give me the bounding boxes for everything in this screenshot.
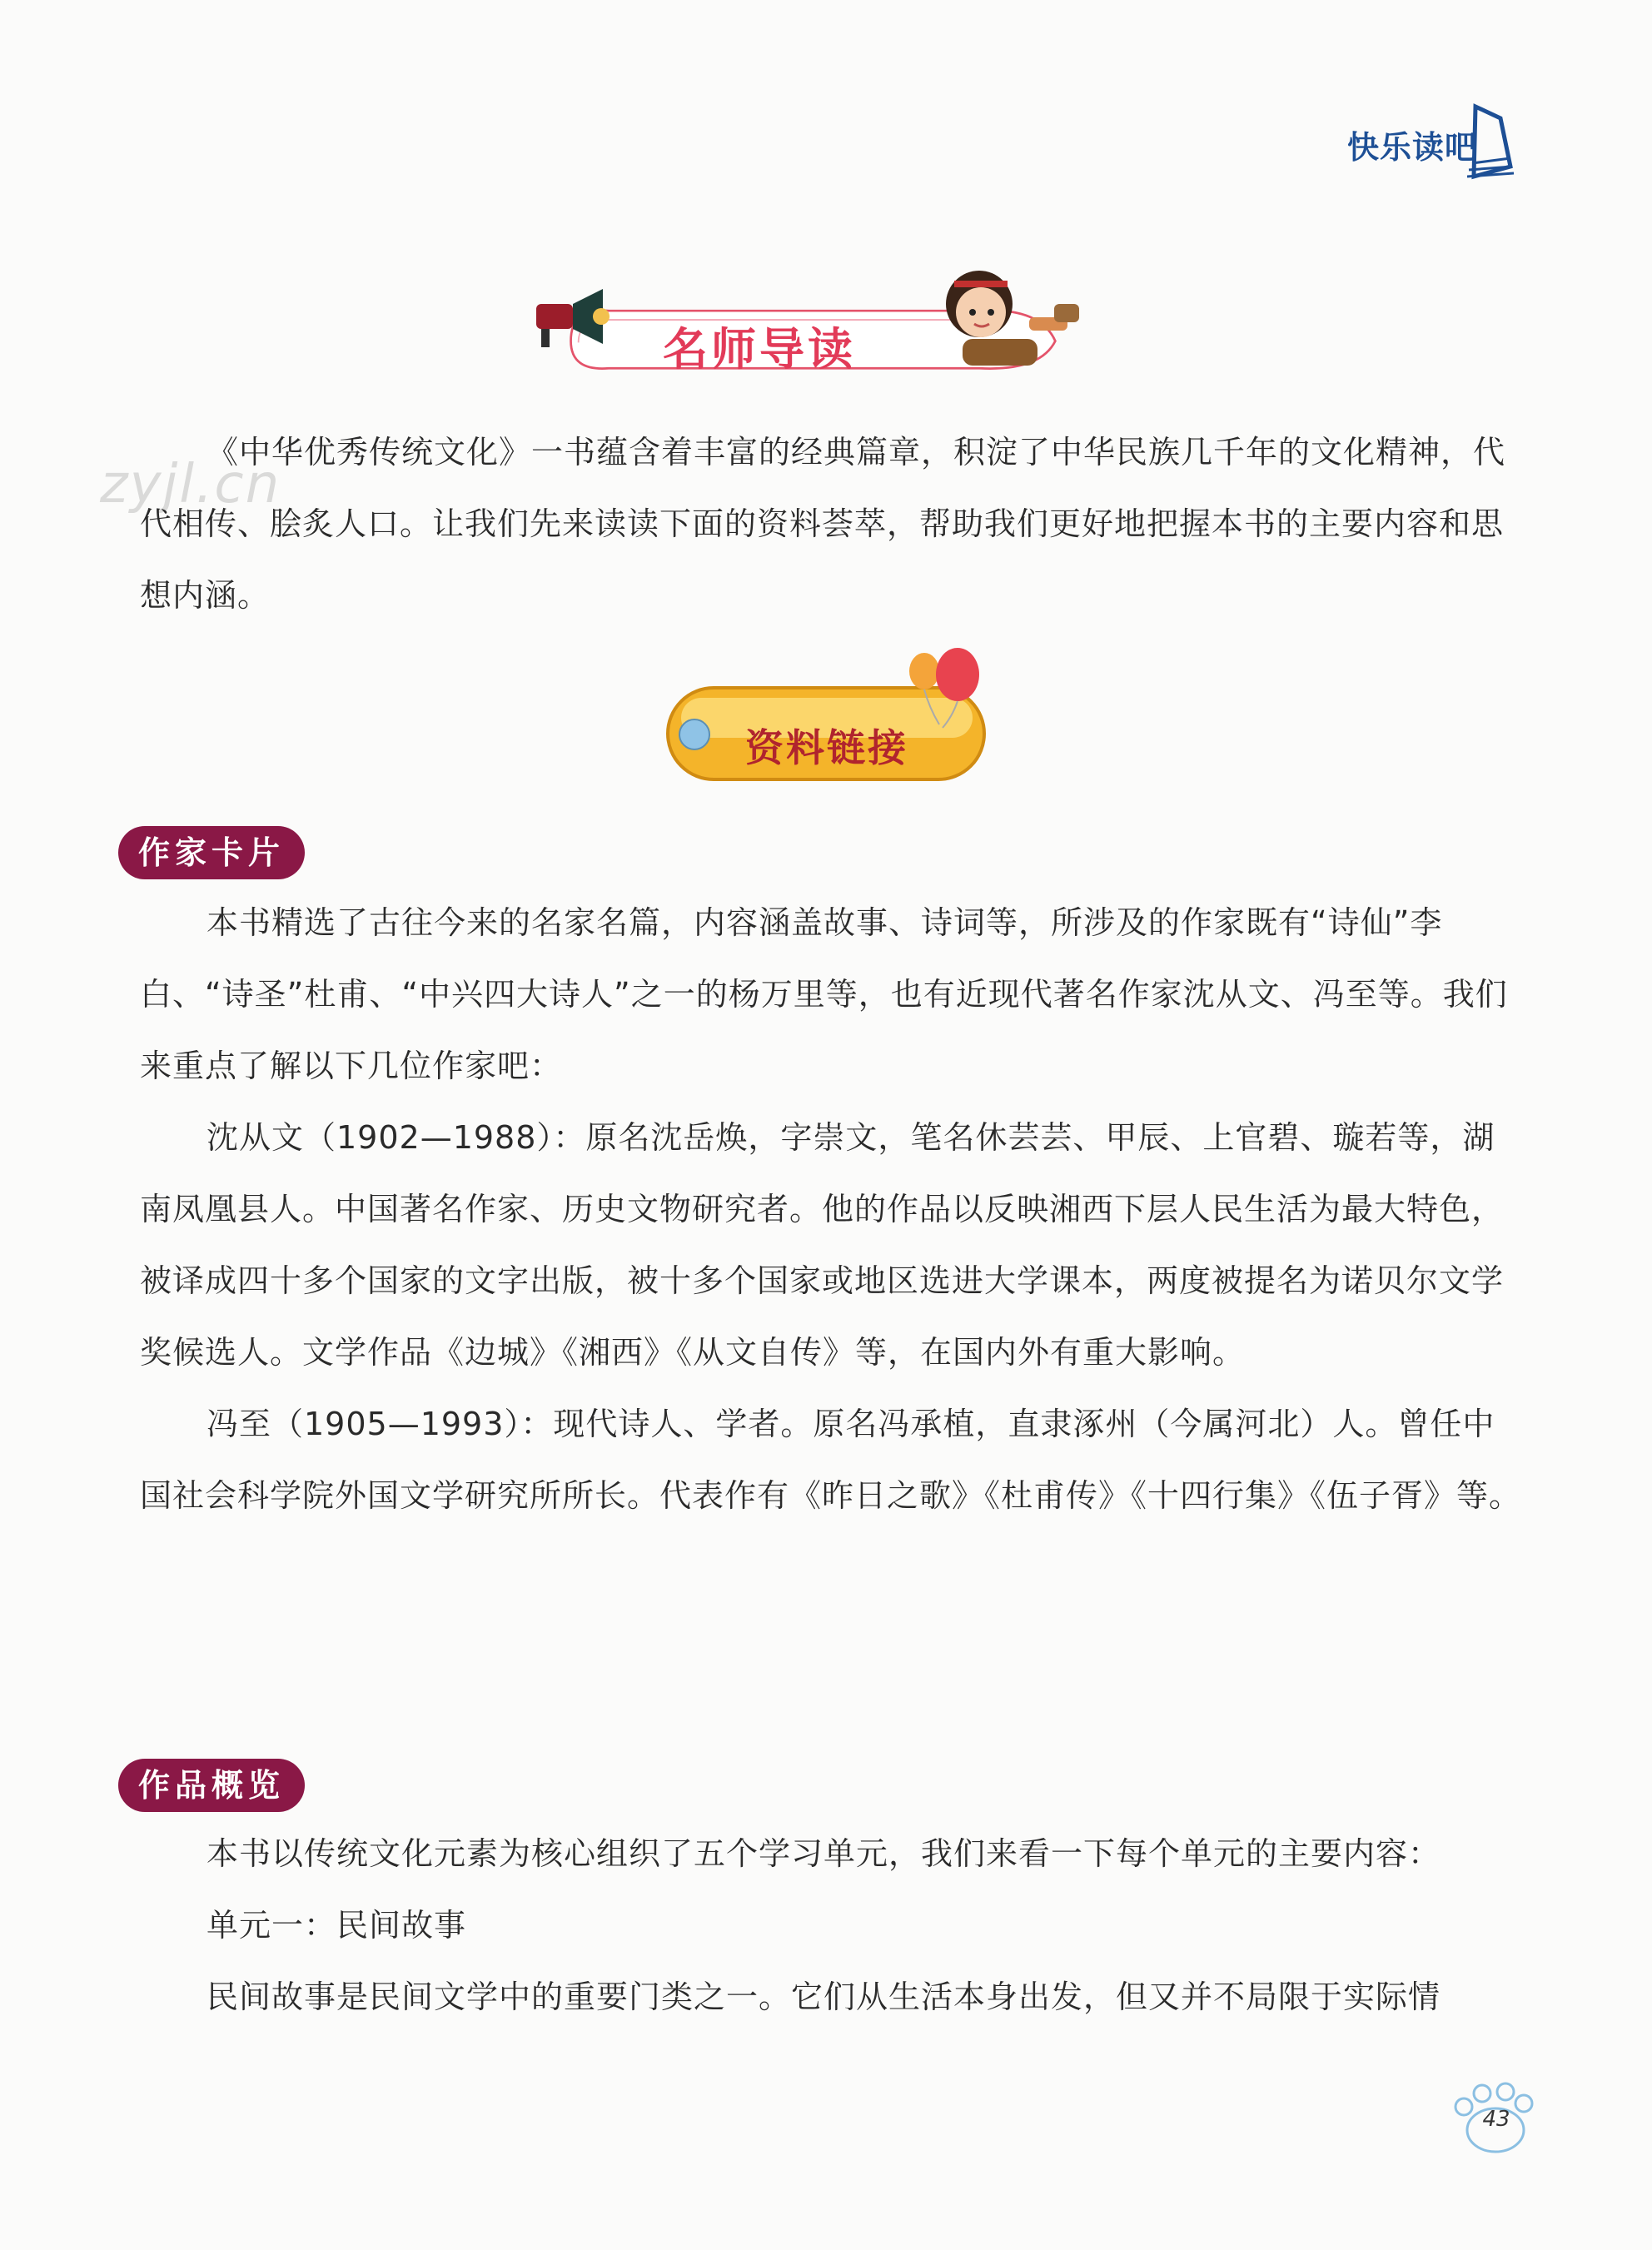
- guide-banner: [530, 262, 1112, 396]
- authors-section: [140, 887, 1522, 1531]
- megaphone-icon: [530, 271, 621, 354]
- section-label-works: 作品概览: [118, 1759, 305, 1812]
- book-corner-icon: [1467, 100, 1517, 183]
- author-feng-zhi: 冯至（1905—1993）：现代诗人、学者。原名冯承植，直隶涿州（今属河北）人。曾任中国社会科学院外国文学研究所所长。代表作有《昨日之歌》《杜甫传》《十四行集》《伍子胥》等。: [140, 1406, 1522, 1514]
- works-intro: 本书以传统文化元素为核心组织了五个学习单元，我们来看一下每个单元的主要内容：: [206, 1835, 1441, 1872]
- page-number-badge: [1441, 2073, 1540, 2165]
- author-shen-congwen: 沈从文（1902—1988）：原名沈岳焕，字崇文，笔名休芸芸、甲辰、上官碧、璇若等，湖南凤凰县人。中国著名作家、历史文物研究者。他的作品以反映湘西下层人民生活为最大特色，被译成四十多个国家的文字出版，被十多个国家或地区选进大学课本，两度被提名为诺贝尔文学奖候选人。文学作品《边城》《湘西》《从文自传》等，在国内外有重大影响。: [140, 1119, 1505, 1371]
- guide-text: 《中华优秀传统文化》一书蕴含着丰富的经典篇章，积淀了中华民族几千年的文化精神，代代相传、脍炙人口。让我们先来读读下面的资料荟萃，帮助我们更好地把握本书的主要内容和思想内涵。: [140, 434, 1506, 614]
- reading-girl-illustration: [921, 262, 1087, 387]
- link-title: 资料链接: [745, 725, 908, 770]
- unit1-title: 单元一：民间故事: [206, 1907, 467, 1944]
- guide-paragraph: [140, 416, 1522, 631]
- works-section: [140, 1818, 1522, 2033]
- badge-label: 快乐读吧: [1347, 129, 1478, 166]
- section-label-authors: 作家卡片: [118, 826, 305, 879]
- unit1-text: 民间故事是民间文学中的重要门类之一。它们从生活本身出发，但又并不局限于实际情: [206, 1979, 1441, 2015]
- watermark: zyjl.cn: [100, 454, 281, 515]
- page-number: 43: [1482, 2107, 1510, 2132]
- authors-intro: 本书精选了古往今来的名家名篇，内容涵盖故事、诗词等，所涉及的作家既有“诗仙”李白、“诗圣”杜甫、“中兴四大诗人”之一的杨万里等，也有近现代著名作家沈从文、冯至等。我们来重点了解以下几位作家吧：: [140, 904, 1508, 1084]
- material-link-banner: [666, 641, 999, 791]
- guide-title: 名师导读: [663, 323, 856, 376]
- happy-reading-badge: [1342, 100, 1517, 183]
